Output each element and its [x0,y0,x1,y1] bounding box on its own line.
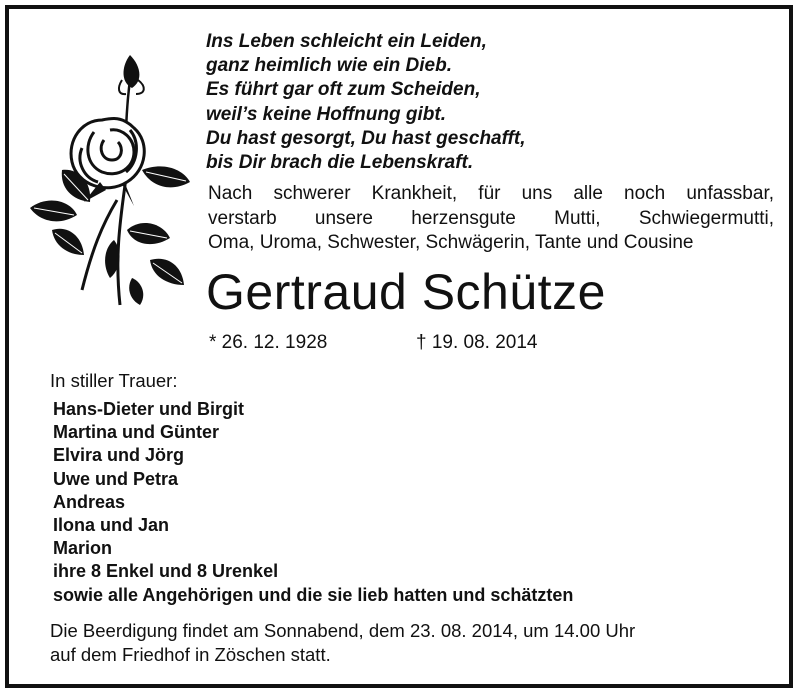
life-dates [209,332,538,354]
rose-illustration-icon [22,50,192,310]
poem [206,30,526,175]
list-item: sowie alle Angehörigen und die sie lieb hatten und schätzten [53,584,574,605]
poem-line: weil’s keine Hoffnung gibt. [206,103,446,125]
announcement-text [208,182,774,256]
list-item: Andreas [53,491,126,512]
poem-line: ganz heimlich wie ein Dieb. [206,55,452,77]
funeral-line: auf dem Friedhof in Zöschen statt. [50,643,331,665]
poem-line: bis Dir brach die Lebenskraft. [206,152,474,174]
death-date: † 19. 08. 2014 [416,332,538,353]
list-item: Ilona und Jan [53,515,170,536]
birth-date: * 26. 12. 1928 [209,332,328,353]
funeral-info [50,619,635,666]
list-item: Martina und Günter [53,422,219,443]
announcement-line: verstarb unsere herzensgute Mutti, Schwiegermutti, [208,207,774,229]
family-list [53,398,573,607]
announcement-line: Oma, Uroma, Schwester, Schwägerin, Tante und Cousine [208,232,694,253]
poem-line: Ins Leben schleicht ein Leiden, [206,31,487,52]
poem-line: Du hast gesorgt, Du hast geschafft, [206,127,526,149]
mourning-label: In stiller Trauer: [50,370,178,391]
announcement-line: Nach schwerer Krankheit, für uns alle noch unfassbar, [208,183,774,204]
list-item: ihre 8 Enkel und 8 Urenkel [53,561,279,582]
list-item: Uwe und Petra [53,468,179,489]
deceased-name: Gertraud Schütze [206,264,606,320]
list-item: Elvira und Jörg [53,445,185,466]
poem-line: Es führt gar oft zum Scheiden, [206,79,481,101]
list-item: Marion [53,538,113,559]
funeral-line: Die Beerdigung findet am Sonnabend, dem 23. 08. 2014, um 14.00 Uhr [50,620,636,641]
list-item: Hans-Dieter und Birgit [53,399,245,419]
